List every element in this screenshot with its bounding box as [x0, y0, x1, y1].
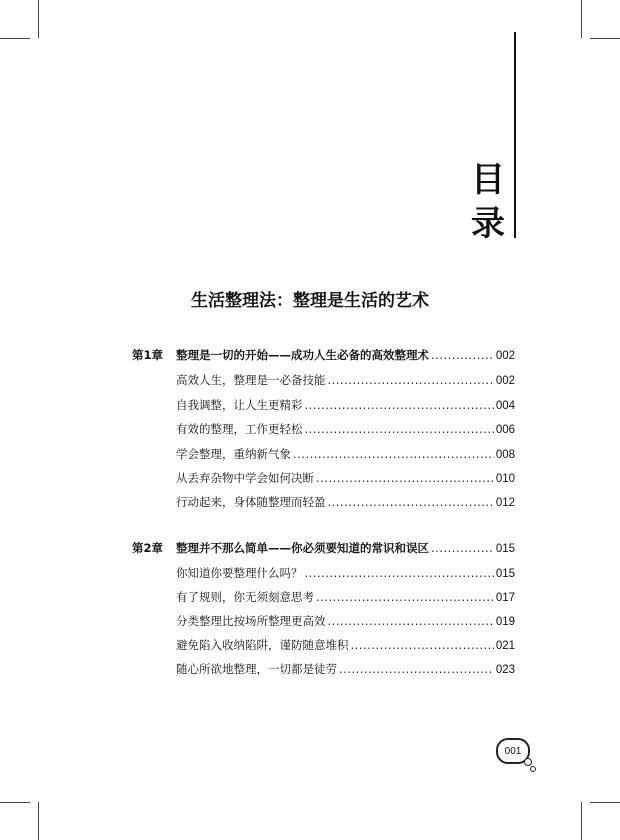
leader-dots: [328, 495, 494, 509]
leader-dots: [351, 638, 494, 652]
page-number: 019: [495, 616, 515, 628]
section-title: 有效的整理，工作更轻松: [176, 422, 303, 436]
leader-dots: [328, 373, 494, 387]
leader-dots: [339, 662, 494, 676]
leader-dots: [305, 566, 494, 580]
toc-chapter-entry[interactable]: [132, 347, 515, 367]
page-number: 004: [495, 400, 515, 412]
page-number: 021: [495, 640, 515, 652]
leader-dots: [293, 447, 494, 461]
section-title: 有了规则，你无须刻意思考: [176, 590, 314, 604]
chapter-number: 第2章: [132, 541, 164, 555]
section-title: 学会整理，重纳新气象: [176, 447, 291, 461]
leader-dots: [316, 471, 494, 485]
toc-section-entry[interactable]: [132, 397, 515, 417]
leader-dots: [431, 541, 494, 555]
page-number: 010: [495, 473, 515, 485]
crop-mark: [590, 38, 620, 39]
crop-mark: [38, 0, 39, 38]
toc-section-entry[interactable]: [132, 565, 515, 585]
toc-section-entry[interactable]: [132, 494, 515, 514]
section-title: 从丢弃杂物中学会如何决断: [176, 471, 314, 485]
page-number: 015: [495, 543, 515, 555]
section-title: 你知道你要整理什么吗？: [176, 566, 303, 580]
page-number: 006: [495, 424, 515, 436]
page-number: 008: [495, 449, 515, 461]
leader-dots: [316, 590, 494, 604]
toc-section-entry[interactable]: [132, 637, 515, 657]
crop-mark: [590, 802, 620, 803]
leader-dots: [305, 422, 494, 436]
page-number: 017: [495, 592, 515, 604]
toc-section-entry[interactable]: [132, 613, 515, 633]
toc-title-char: 录: [471, 204, 505, 244]
bubble-dot-icon: [524, 758, 532, 766]
title-vertical-rule: [514, 32, 516, 238]
toc-section-entry[interactable]: [132, 372, 515, 392]
crop-mark: [581, 0, 582, 38]
crop-mark: [38, 802, 39, 840]
chapter-title: 整理并不那么简单——你必须要知道的常识和误区: [176, 541, 429, 555]
section-title: 随心所欲地整理，一切都是徒劳: [176, 662, 337, 676]
section-title: 分类整理比按场所整理更高效: [176, 614, 326, 628]
toc-title-char: 目: [471, 160, 505, 200]
section-title: 自我调整，让人生更精彩: [176, 398, 303, 412]
page-number: 002: [495, 350, 515, 362]
leader-dots: [328, 614, 494, 628]
toc-section-entry[interactable]: [132, 589, 515, 609]
page-number: 002: [495, 375, 515, 387]
toc-section-entry[interactable]: [132, 446, 515, 466]
toc-section-entry[interactable]: [132, 421, 515, 441]
crop-mark: [0, 38, 30, 39]
toc-chapter-entry[interactable]: [132, 540, 515, 560]
book-title: 生活整理法：整理是生活的艺术: [191, 291, 429, 311]
chapter-title: 整理是一切的开始——成功人生必备的高效整理术: [176, 348, 429, 362]
page-number-text: 001: [504, 745, 522, 757]
crop-mark: [581, 802, 582, 840]
page-number: 015: [495, 568, 515, 580]
page-number: 012: [495, 497, 515, 509]
page-number: 023: [495, 664, 515, 676]
chapter-number: 第1章: [132, 348, 164, 362]
toc-section-entry[interactable]: [132, 661, 515, 681]
crop-mark: [0, 802, 30, 803]
toc-title: [470, 158, 506, 246]
bubble-dot-icon: [530, 766, 536, 772]
section-title: 行动起来，身体随整理而轻盈: [176, 495, 326, 509]
toc-section-entry[interactable]: [132, 470, 515, 490]
leader-dots: [431, 348, 494, 362]
section-title: 避免陷入收纳陷阱，谨防随意堆积: [176, 638, 349, 652]
leader-dots: [305, 398, 494, 412]
section-title: 高效人生，整理是一必备技能: [176, 373, 326, 387]
